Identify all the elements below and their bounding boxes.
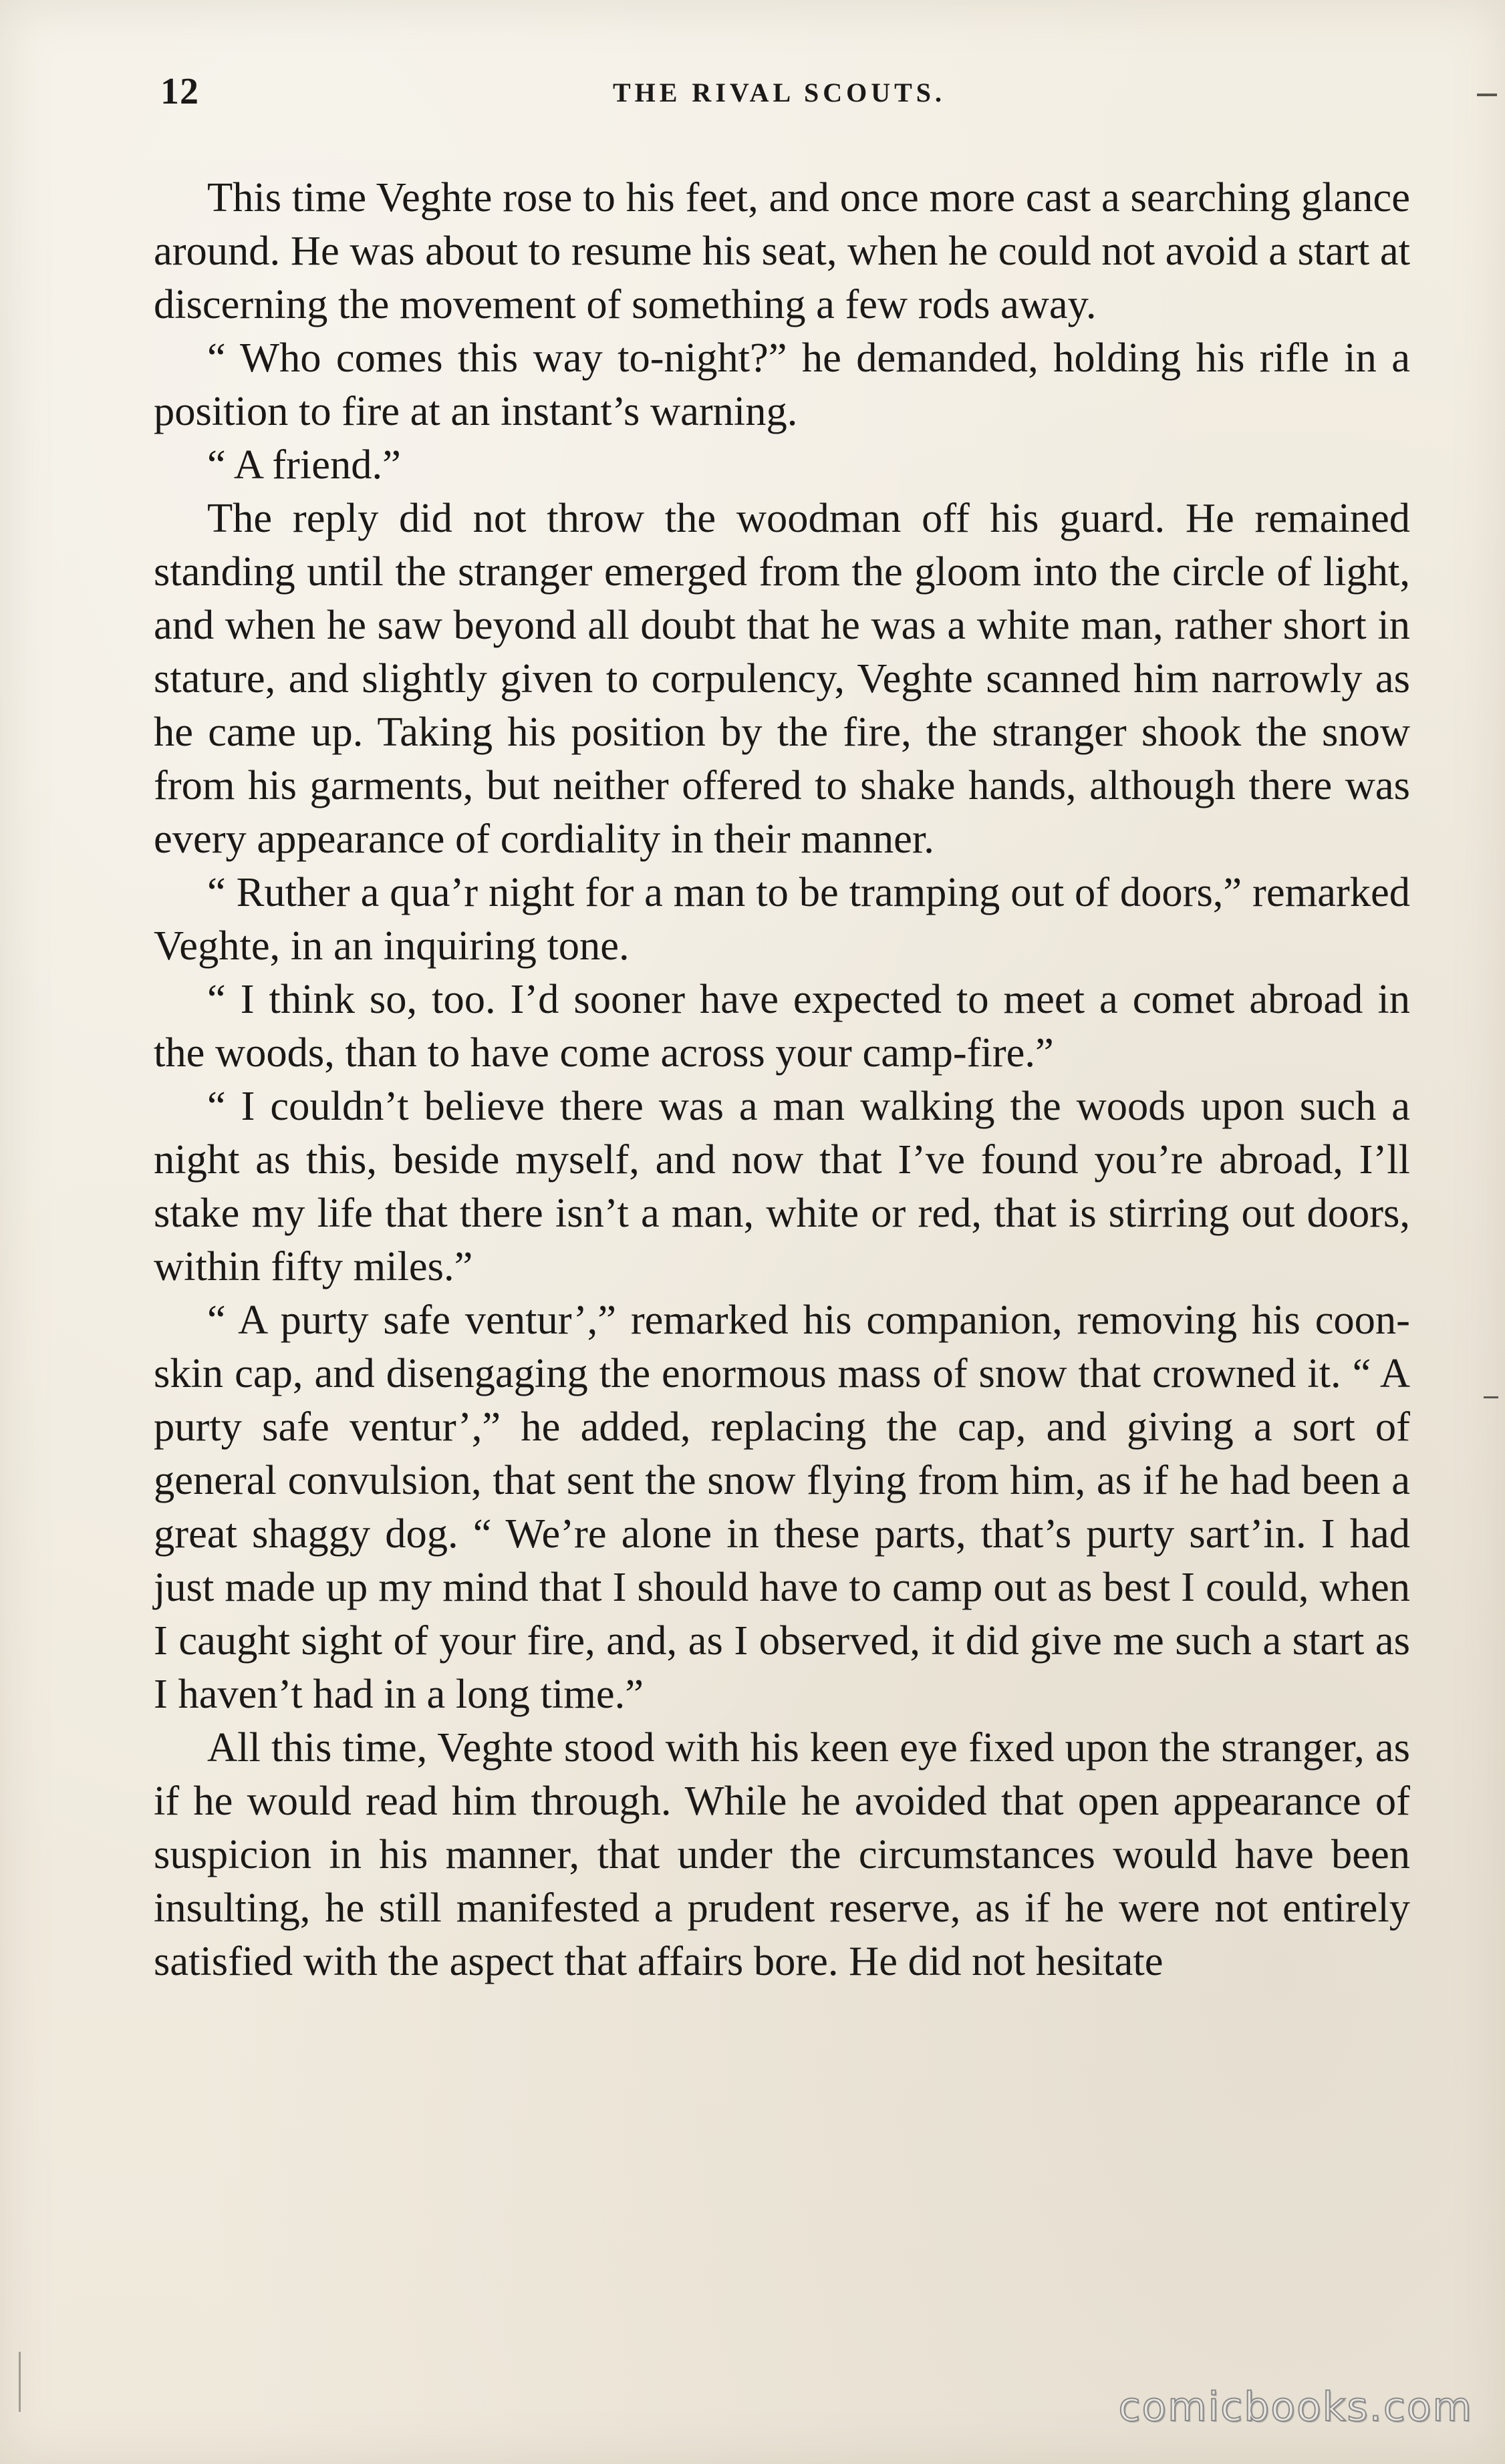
body-text (154, 170, 1410, 1988)
edge-speck (1484, 1396, 1498, 1398)
paragraph: All this time, Veghte stood with his keen eye fixed upon the stranger, as if he would read him through. While he avoided that open appearance of suspicion in his manner, that under the circumstances would have been insulting, he still manifested a prudent reserve, as if he were not entirely satisfied with the aspect that affairs bore. He did not hesitate (154, 1724, 1410, 1984)
paragraph: The reply did not throw the woodman off his guard. He remained standing until the stranger emerged from the gloom into the circle of light, and when he saw beyond all doubt that he was a white man, rather short in stature, and slightly given to corpulency, Veghte scanned him narrowly as he came up. Taking his position by the fire, the stranger shook the snow from his garments, but neither offered to shake hands, although there was every appearance of cordiality in their manner. (154, 494, 1410, 862)
paragraph: “ I think so, too. I’d sooner have expected to meet a comet abroad in the woods, than to have come across your camp-fire.” (154, 975, 1410, 1076)
edge-speck (19, 2352, 21, 2412)
edge-speck (1477, 94, 1497, 96)
paragraph: This time Veghte rose to his feet, and once more cast a searching glance around. He was about to resume his seat, when he could not avoid a start at discerning the movement of something a few rods away. (154, 174, 1410, 327)
paragraph: “ A friend.” (207, 441, 401, 488)
paragraph: “ I couldn’t believe there was a man walking the woods upon such a night as this, beside myself, and now that I’ve found you’re abroad, I’ll stake my life that there isn’t a man, white or red, that is stirring out doors, within fifty miles.” (154, 1082, 1410, 1289)
page-header (154, 70, 1405, 124)
paragraph: “ Who comes this way to-night?” he demanded, holding his rifle in a position to fire at an instant’s warning. (154, 334, 1410, 434)
page-number: 12 (160, 71, 199, 112)
running-title: THE RIVAL SCOUTS. (612, 78, 946, 108)
paragraph: “ A purty safe ventur’,” remarked his companion, removing his coon-skin cap, and disengaging the enormous mass of snow that crowned it. “ A purty safe ventur’,” he added, replacing the cap, and giving a sort of general convulsion, that sent the snow flying from him, as if he had been a great shaggy dog. “ We’re alone in these parts, that’s purty sart’in. I had just made up my mind that I should have to camp out as best I could, when I caught sight of your fire, and, as I observed, it did give me such a start as I haven’t had in a long time.” (154, 1296, 1410, 1717)
paragraph: “ Ruther a qua’r night for a man to be tramping out of doors,” remarked Veghte, in an inquiring tone. (154, 869, 1410, 969)
watermark: comicbooks.com (1118, 2384, 1473, 2431)
